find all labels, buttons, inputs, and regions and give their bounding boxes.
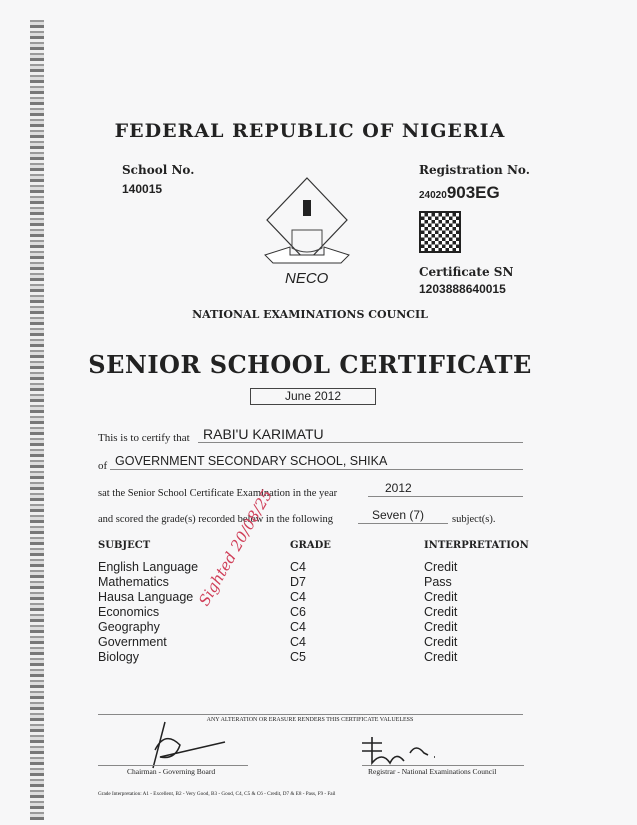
chairman-signature [145,720,235,770]
header-grade: GRADE [290,540,331,551]
school-no: 140015 [122,182,163,196]
result-row: Biology C5 Credit [98,650,458,664]
qr-code [419,211,461,253]
country-title: FEDERAL REPUBLIC OF NIGERIA [114,120,506,142]
certificate-title: SENIOR SCHOOL CERTIFICATE [88,350,532,379]
result-row: Mathematics D7 Pass [98,575,452,589]
school-name: GOVERNMENT SECONDARY SCHOOL, SHIKA [115,454,388,468]
result-row: Economics C6 Credit [98,605,458,619]
result-row: Government C4 Credit [98,635,458,649]
header-subject: SUBJECT [98,540,151,551]
header-interpretation: INTERPRETATION [424,540,529,551]
of-label: of [98,460,108,472]
session-box: June 2012 [250,388,376,405]
exam-year: 2012 [385,481,412,495]
alteration-warning: ANY ALTERATION OR ERASURE RENDERS THIS CERTIFICATE VALUELESS [206,717,414,723]
registrar-signature [360,735,440,765]
subject-count: Seven (7) [372,508,425,522]
certificate-sn: 1203888640015 [419,282,506,296]
sighted-stamp: Sighted 20/08/25 [195,486,277,609]
result-row: English Language C4 Credit [98,560,458,574]
registrar-label: Registrar - National Examinations Council [368,767,497,776]
logo-text: NECO [285,270,329,287]
registration-label: Registration No. [419,163,530,177]
sat-label: sat the Senior School Certificate Examination in the year [98,488,338,499]
scored-label: and scored the grade(s) recorded below in the following [98,514,333,525]
certificate-sn-label: Certificate SN [419,265,514,279]
subjects-suffix: subject(s). [452,514,496,525]
candidate-name: RABI'U KARIMATU [203,426,324,442]
school-no-label: School No. [122,163,195,177]
council-name: NATIONAL EXAMINATIONS COUNCIL [192,308,428,321]
certify-label: This is to certify that [98,432,190,444]
chairman-label: Chairman - Governing Board [127,767,216,776]
result-row: Geography C4 Credit [98,620,458,634]
grade-key: Grade Interpretation: A1 - Excellent, B2 - Very Good, B3 - Good, C4, C5 & C6 - Credit, D7 & E8 - Pass, F9 - Fail [98,791,336,797]
registration-no: 24020903EG [419,183,500,202]
result-row: Hausa Language C4 Credit [98,590,458,604]
